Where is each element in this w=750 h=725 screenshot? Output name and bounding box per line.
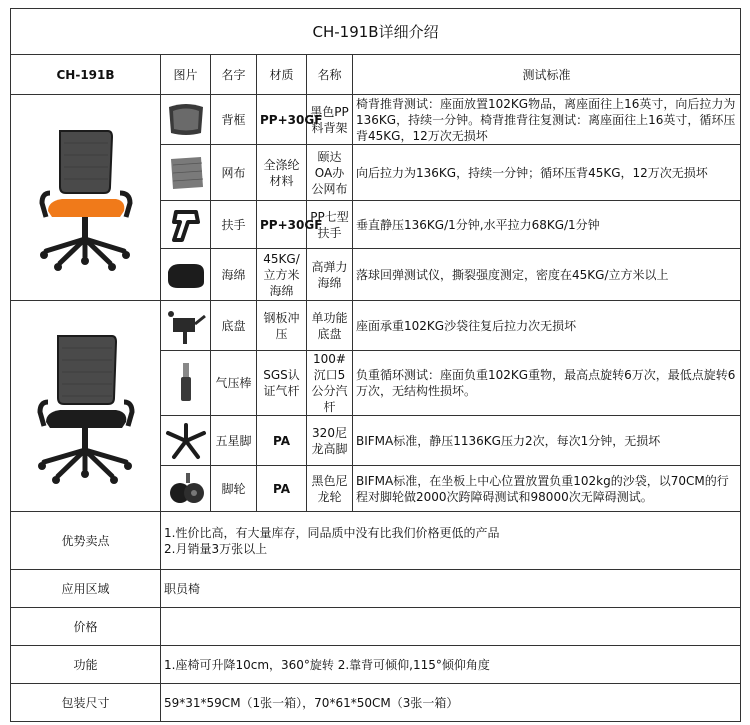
detail-line: 2.月销量3万张以上 xyxy=(164,541,268,556)
chair-image-cell-2 xyxy=(11,301,161,512)
mesh-fabric-icon xyxy=(165,153,207,193)
header-name: 名字 xyxy=(211,55,257,95)
part-test: 向后拉力为136KG，持续一分钟；循环压背45KG，12万次无损坏 xyxy=(353,145,741,201)
detail-label: 优势卖点 xyxy=(11,512,161,570)
title-row xyxy=(11,9,741,55)
detail-label: 价格 xyxy=(11,608,161,646)
part-name: 扶手 xyxy=(211,201,257,249)
office-chair-black-icon xyxy=(26,326,146,486)
sponge-cushion-icon xyxy=(164,258,208,292)
chassis-mechanism-icon xyxy=(165,306,207,346)
part-test: 垂直静压136KG/1分钟,水平拉力68KG/1分钟 xyxy=(353,201,741,249)
detail-label: 应用区域 xyxy=(11,570,161,608)
part-designation: PP七型扶手 xyxy=(307,201,353,249)
caster-wheel-icon xyxy=(166,471,206,507)
detail-label: 包装尺寸 xyxy=(11,684,161,722)
part-name: 五星脚 xyxy=(211,416,257,466)
armrest-icon xyxy=(166,206,206,244)
part-image-cell xyxy=(161,249,211,301)
part-image-cell xyxy=(161,95,211,145)
part-test: 椅背推背测试：座面放置102KG物品，离座面往上16英寸，向后拉力为136KG，持续一分钟。椅背推背往复测试：离座面往上16英寸，循环压背45KG，12万次无损坏 xyxy=(353,95,741,145)
detail-row-application xyxy=(11,570,741,608)
part-name: 气压棒 xyxy=(211,351,257,416)
five-star-base-icon xyxy=(164,421,208,461)
part-designation: 单功能底盘 xyxy=(307,301,353,351)
part-name: 海绵 xyxy=(211,249,257,301)
part-image-cell xyxy=(161,145,211,201)
backrest-frame-icon xyxy=(165,101,207,139)
detail-value: 59*31*59CM（1张一箱），70*61*50CM（3张一箱） xyxy=(161,684,741,722)
detail-value: 职员椅 xyxy=(161,570,741,608)
header-model: CH-191B xyxy=(11,55,161,95)
part-row xyxy=(11,301,741,351)
office-chair-orange-icon xyxy=(26,123,146,273)
part-material: 钢板冲压 xyxy=(257,301,307,351)
part-material: 45KG/立方米海绵 xyxy=(257,249,307,301)
part-image-cell xyxy=(161,466,211,512)
part-test: BIFMA标准，在坐板上中心位置放置负重102kg的沙袋，以70CM的行程对脚轮做2000次跨障碍测试和98000次无障碍测试。 xyxy=(353,466,741,512)
part-name: 脚轮 xyxy=(211,466,257,512)
part-row xyxy=(11,95,741,145)
part-image-cell xyxy=(161,351,211,416)
part-image-cell xyxy=(161,301,211,351)
part-designation: 黑色PP料背架 xyxy=(307,95,353,145)
gas-lift-icon xyxy=(171,361,201,405)
header-test: 测试标准 xyxy=(353,55,741,95)
part-name: 背框 xyxy=(211,95,257,145)
part-material: SGS认证气杆 xyxy=(257,351,307,416)
header-row xyxy=(11,55,741,95)
part-test: BIFMA标准，静压1136KG压力2次，每次1分钟，无损坏 xyxy=(353,416,741,466)
part-name: 网布 xyxy=(211,145,257,201)
detail-row-packaging xyxy=(11,684,741,722)
part-designation: 100#沉口5公分汽杆 xyxy=(307,351,353,416)
part-test: 落球回弹测试仪，撕裂强度测定，密度在45KG/立方米以上 xyxy=(353,249,741,301)
header-designation: 名称 xyxy=(307,55,353,95)
chair-image-cell-1 xyxy=(11,95,161,301)
part-designation: 320尼龙高脚 xyxy=(307,416,353,466)
part-material: PP+30GF xyxy=(257,95,307,145)
detail-value: 1.座椅可升降10cm，360°旋转 2.靠背可倾仰,115°倾仰角度 xyxy=(161,646,741,684)
part-designation: 高弹力海绵 xyxy=(307,249,353,301)
part-designation: 黑色尼龙轮 xyxy=(307,466,353,512)
detail-value xyxy=(161,512,741,570)
part-material: PA xyxy=(257,416,307,466)
spec-table xyxy=(10,8,741,722)
part-material: PP+30GF xyxy=(257,201,307,249)
part-test: 座面承重102KG沙袋往复后拉力次无损坏 xyxy=(353,301,741,351)
header-image: 图片 xyxy=(161,55,211,95)
detail-value xyxy=(161,608,741,646)
page-title: CH-191B详细介绍 xyxy=(11,9,741,55)
part-image-cell xyxy=(161,416,211,466)
part-designation: 颐达OA办公网布 xyxy=(307,145,353,201)
header-material: 材质 xyxy=(257,55,307,95)
part-image-cell xyxy=(161,201,211,249)
part-material: PA xyxy=(257,466,307,512)
detail-row-advantages xyxy=(11,512,741,570)
detail-row-function xyxy=(11,646,741,684)
part-test: 负重循环测试：座面负重102KG重物，最高点旋转6万次，最低点旋转6万次，无结构性损坏。 xyxy=(353,351,741,416)
detail-line: 1.性价比高，有大量库存，同品质中没有比我们价格更低的产品 xyxy=(164,525,500,540)
part-name: 底盘 xyxy=(211,301,257,351)
detail-row-price xyxy=(11,608,741,646)
detail-label: 功能 xyxy=(11,646,161,684)
part-material: 全涤纶材料 xyxy=(257,145,307,201)
